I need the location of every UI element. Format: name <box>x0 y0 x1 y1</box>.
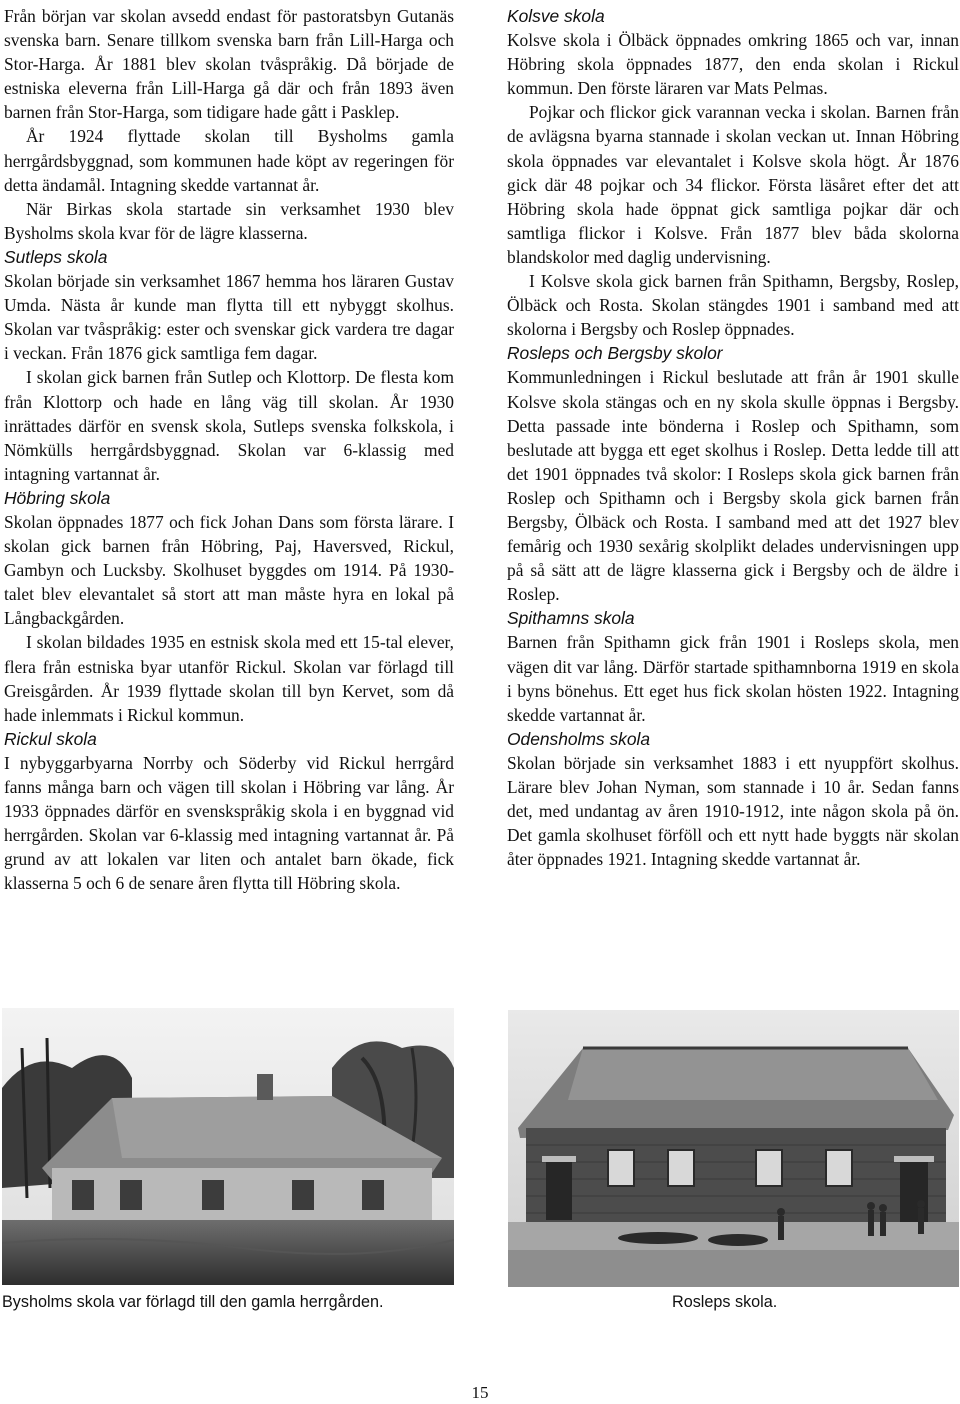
paragraph: I Kolsve skola gick barnen från Spithamn, Bergsby, Roslep, Ölbäck och Rosta. Skolan stängdes 1901 i samband med att skolorna i Bergsby och Roslep öppnades. <box>507 271 959 340</box>
rosleps-school-illustration <box>508 1010 959 1287</box>
section-heading-rickul: Rickul skola <box>4 728 97 749</box>
paragraph: Barnen från Spithamn gick från 1901 i Rosleps skola, men vägen dit var lång. Därför startade spithamnborna 1919 en skola i byns bönehus. Ett eget hus fick skolan hösten 1922. Intagning skedde vartannat år. <box>507 632 959 725</box>
bysholms-school-illustration <box>2 1008 454 1285</box>
page-number: 15 <box>471 1383 489 1402</box>
section-heading-sutleps: Sutleps skola <box>4 246 108 267</box>
section-heading-kolsve: Kolsve skola <box>507 6 605 26</box>
paragraph: När Birkas skola startade sin verksamhet 1930 blev Bysholms skola kvar för de lägre klasserna. <box>4 198 454 243</box>
section-heading-odensholms: Odensholms skola <box>507 728 651 749</box>
paragraph: I nybyggarbyarna Norrby och Söderby vid Rickul herrgård fanns många barn och vägen till skolan i Höbring var lång. År 1933 öppnades därför en svenskspråkig skola i en byggnad vid herrgården. Skolan var 6-klassig med intagning vartannat år. På grund av att lokalen var liten och antalet barn ökade, fick klasserna 5 och 6 de senare åren flytta till Höbring skola. <box>4 752 454 894</box>
section-heading-hobring: Höbring skola <box>4 487 111 508</box>
photo-caption: Bysholms skola var förlagd till den gamla herrgården. <box>2 1293 384 1311</box>
paragraph: Kommunledningen i Rickul beslutade att från år 1901 skulle Kolsve skola stängas och en ny skola skulle öppnas i Bergsby. Detta passade inte bönderna i Roslep och Spithamn, som beslutade att bygga ett eget skolhus i Roslep. Detta ledde till att det 1901 öppnades två skolor: I Rosleps skola gick barnen från Roslep och Spithamn och i Bergsby skola gick barnen från Bergsby, Ölbäck och Rosta. I samband med att det 1927 blev femårig och 1930 sexårig skolplikt delades undervisningen upp på så sätt att de lägre klasserna gick i Bergsby och de äldre i Roslep. <box>507 367 959 605</box>
paragraph: I skolan gick barnen från Sutlep och Klottorp. De flesta kom från Klottorp och hade en lång väg till skolan. År 1930 inrättades därför en svensk skola, Sutleps svenska folkskola, i Nömkülls herrgårdsbyggnad. Skolan var 6-klassig med intagning vartannat år. <box>4 367 454 484</box>
paragraph: Skolan öppnades 1877 och fick Johan Dans som första lärare. I skolan gick barnen från Höbring, Paj, Haversved, Rickul, Gambyn och Lucksby. Skolhuset byggdes om 1914. På 1930-talet blev elevantalet så stort att man måste hyra en lokal på Långbackgården. <box>4 511 454 629</box>
section-heading-rosleps: Rosleps och Bergsby skolor <box>507 343 723 364</box>
bysholms-school-photo <box>2 1008 454 1285</box>
paragraph: I skolan bildades 1935 en estnisk skola med ett 15-tal elever, flera från estniska byar utanför Rickul. Skolan var förlagd till Greisgården. År 1939 flyttade skolan till byn Kervet, som då hade inlemmats i Rickul kommun. <box>4 632 454 725</box>
paragraph: Skolan började sin verksamhet 1867 hemma hos läraren Gustav Umda. Nästa år kunde man flytta till ett nybyggt skolhus. Skolan var tvåspråkig: ester och svenskar gick vardera tre dagar i veckan. Från 1876 gick samtliga fem dagar. <box>4 271 454 364</box>
section-heading-spithamns: Spithamns skola <box>507 608 635 629</box>
paragraph: Pojkar och flickor gick varannan vecka i skolan. Barnen från de avlägsna byarna stannade i skolan veckan ut. Innan Höbring skola öppnades var elevantalet i Kolsve skola högt. År 1876 gick där 48 pojkar och 34 flickor. Första läsåret efter det att Höbring skola hade öppnat gick samtliga pojkar där och samtliga flickor i Kolsve. Från 1877 blev båda skolorna blandskolor med daglig undervisning. <box>507 102 959 267</box>
left-column <box>4 4 454 895</box>
photo-caption: Rosleps skola. <box>672 1293 778 1311</box>
paragraph: År 1924 flyttade skolan till Bysholms gamla herrgårdsbyggnad, som kommunen hade köpt av regeringen för detta ändamål. Intagning skedde vartannat år. <box>4 126 454 195</box>
paragraph: Från början var skolan avsedd endast för pastoratsbyn Gutanäs svenska barn. Senare tillkom svenska barn från Lill-Harga och Stor-Harga. År 1881 blev skolan tvåspråkig. Då började de estniska eleverna från Lill-Harga gå där och från 1893 även barnen från Stor-Harga, som tidigare hade gått i Pasklep. <box>4 6 454 123</box>
rosleps-school-photo <box>508 1010 959 1287</box>
right-column <box>507 4 959 871</box>
paragraph: Skolan började sin verksamhet 1883 i ett nyuppfört skolhus. Lärare blev Johan Nyman, som stannade i 10 år. Sedan fanns det, med undantag av åren 1910-1912, inte någon skola på ön. Det gamla skolhuset förföll och ett nytt hade byggts när skolan åter öppnades 1921. Intagning skedde vartannat år. <box>507 752 959 870</box>
paragraph: Kolsve skola i Ölbäck öppnades omkring 1865 och var, innan Höbring skola öppnades 1877, den enda skolan i Rickul kommun. Den förste läraren var Mats Pelmas. <box>507 30 959 99</box>
